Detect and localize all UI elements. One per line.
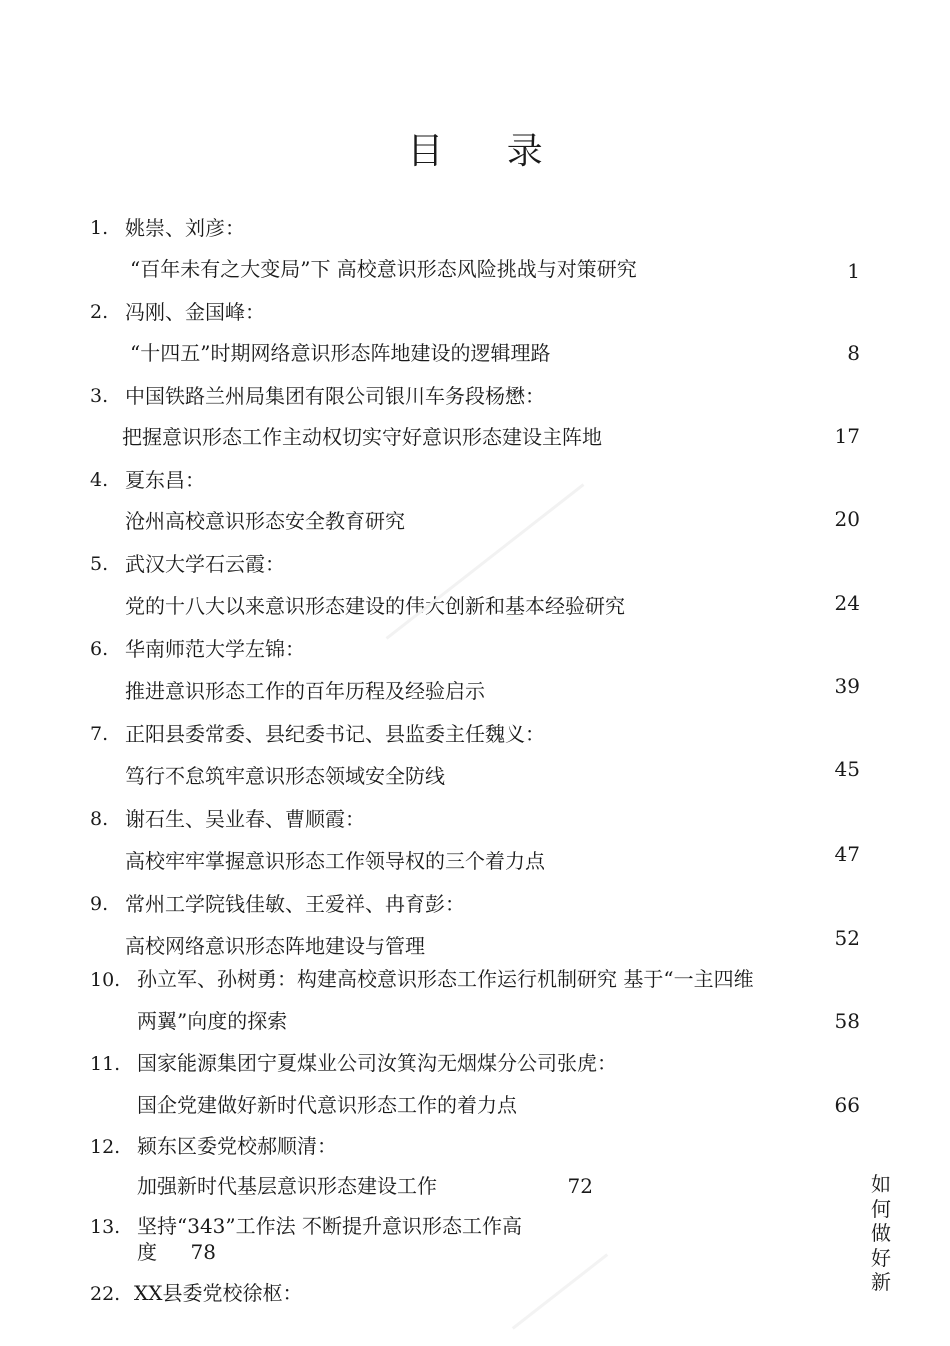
entry-page: 1 [847,259,860,283]
entry-number: 6. [90,638,109,660]
entry-number: 13. [90,1216,121,1238]
entry-page: 66 [834,1093,860,1117]
entry-page: 78 [190,1240,216,1264]
entry-page: 8 [847,341,860,365]
entry-title: 推进意识形态工作的百年历程及经验启示 [125,679,485,703]
entry-title: 笃行不怠筑牢意识形态领域安全防线 [125,764,445,788]
entry-number: 10. [90,969,121,991]
page-title: 目 录 [407,131,569,172]
entry-author: 华南师范大学左锦： [125,637,305,661]
entry-author: 颍东区委党校郝顺清： [137,1134,337,1158]
entry-number: 11. [90,1053,121,1075]
entry-page: 47 [834,842,860,866]
entry-author: 常州工学院钱佳敏、王爱祥、冉育彭： [125,892,465,916]
entry-author: 孙立军、孙树勇：构建高校意识形态工作运行机制研究 基于“一主四维 [137,967,754,991]
entry-title: 两翼”向度的探索 [137,1009,288,1033]
entry-page: 45 [834,757,860,781]
entry-author: 正阳县委常委、县纪委书记、县监委主任魏义： [125,722,545,746]
entry-title: “十四五”时期网络意识形态阵地建设的逻辑理路 [130,341,551,365]
entry-page: 58 [834,1009,860,1033]
entry-number: 22. [90,1283,121,1305]
entry-number: 8. [90,808,109,830]
entry-title: 国企党建做好新时代意识形态工作的着力点 [137,1093,517,1117]
entry-number: 1. [90,217,109,239]
entry-number: 7. [90,723,109,745]
entry-title: 党的十八大以来意识形态建设的伟大创新和基本经验研究 [125,594,625,618]
entry-title: “百年未有之大变局”下 高校意识形态风险挑战与对策研究 [130,257,637,281]
entry-page: 17 [834,424,860,448]
entry-page: 52 [834,926,860,950]
entry-number: 9. [90,893,109,915]
entry-title: 度 [137,1240,157,1264]
entry-author: XX县委党校徐枢： [134,1281,303,1305]
entry-title: 高校网络意识形态阵地建设与管理 [125,934,425,958]
entry-title: 沧州高校意识形态安全教育研究 [125,509,405,533]
entry-title: 高校牢牢掌握意识形态工作领导权的三个着力点 [125,849,545,873]
entry-page: 24 [834,591,860,615]
side-vertical-text: 如 何 做 好 新 [871,1172,891,1294]
entry-page: 72 [567,1174,593,1198]
entry-number: 5. [90,553,109,575]
entry-number: 12. [90,1136,121,1158]
entry-author: 坚持“343”工作法 不断提升意识形态工作高 [137,1214,522,1238]
entry-number: 4. [90,469,109,491]
entry-number: 2. [90,301,109,323]
entry-title: 加强新时代基层意识形态建设工作 [137,1174,437,1198]
entry-number: 3. [90,385,109,407]
entry-author: 姚崇、刘彦： [125,216,245,240]
entry-author: 武汉大学石云霞： [125,552,285,576]
watermark [512,1253,608,1329]
entry-page: 39 [834,674,860,698]
entry-page: 20 [834,507,860,531]
entry-author: 谢石生、吴业春、曹顺霞： [125,807,365,831]
entry-title: 把握意识形态工作主动权切实守好意识形态建设主阵地 [122,425,602,449]
entry-author: 国家能源集团宁夏煤业公司汝箕沟无烟煤分公司张虎： [137,1051,617,1075]
entry-author: 中国铁路兰州局集团有限公司银川车务段杨懋： [125,384,545,408]
entry-author: 冯刚、金国峰： [125,300,265,324]
entry-author: 夏东昌： [125,468,205,492]
